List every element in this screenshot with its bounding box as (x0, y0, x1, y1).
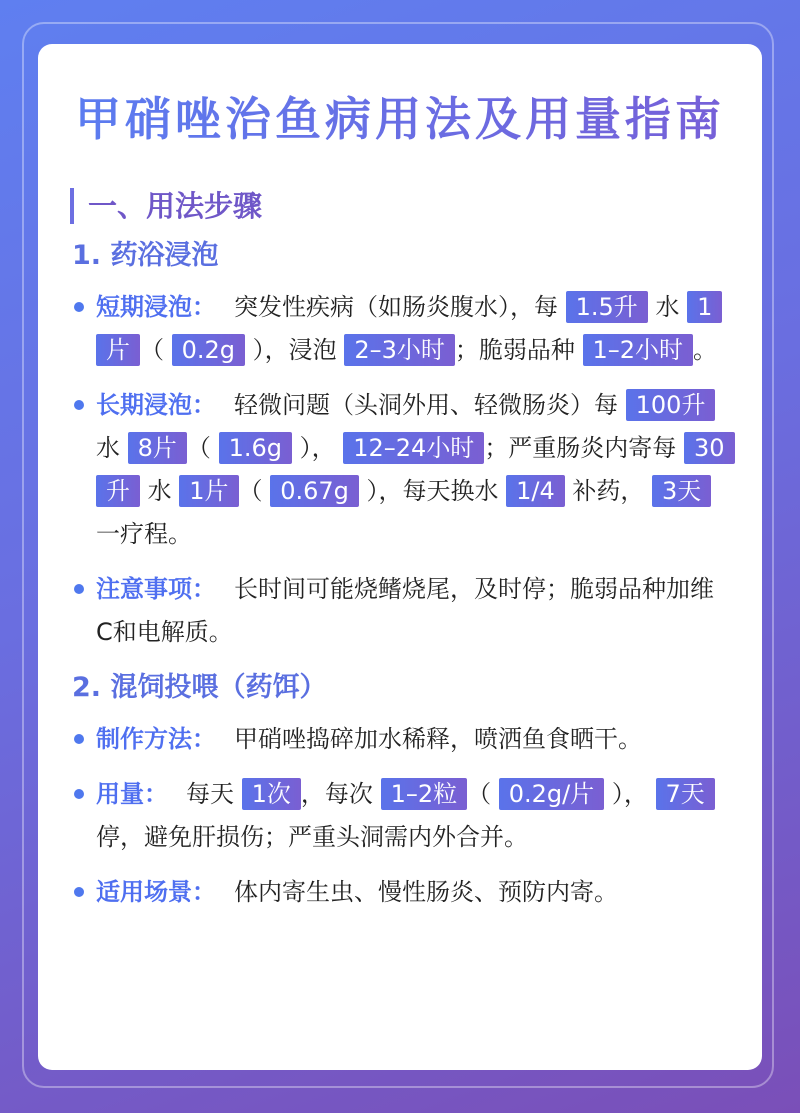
item-label: 制作方法： (96, 725, 216, 753)
highlight-value: 1.6g (219, 432, 292, 464)
text-segment: 。 (693, 336, 718, 364)
list-item-long-bath (72, 384, 728, 556)
highlight-value: 1片 (179, 475, 238, 507)
content-card (38, 44, 762, 1070)
text-segment: 轻微问题（头洞外用、轻微肠炎）每 (234, 391, 626, 419)
text-segment: （ (238, 477, 271, 505)
bullet-dot-icon (74, 302, 84, 312)
text-segment: 停，避免肝损伤；严重头洞需内外合并。 (96, 823, 528, 851)
text-segment: 长时间可能烧鳍烧尾，及时停；脆弱品种加维C和电解质。 (96, 575, 714, 646)
highlight-value: 1–2小时 (583, 334, 694, 366)
bullet-dot-icon (74, 584, 84, 594)
sub-heading-medicated-bath: 1. 药浴浸泡 (72, 240, 219, 271)
section-heading-usage-steps: 一、用法步骤 (70, 188, 728, 224)
text-segment: 突发性疾病（如肠炎腹水），每 (234, 293, 566, 321)
highlight-value: 7天 (656, 778, 715, 810)
list-item-precautions (72, 568, 728, 654)
text-segment: ）， (604, 780, 656, 808)
text-segment: ；脆弱品种 (454, 336, 583, 364)
page-title: 甲硝唑治鱼病用法及用量指南 (72, 84, 728, 154)
text-segment: （ (140, 336, 172, 364)
item-label: 注意事项： (96, 575, 216, 603)
item-content (234, 878, 618, 906)
highlight-value: 1/4 (506, 475, 565, 507)
list-item-applicable-cases (72, 871, 728, 914)
item-content (234, 725, 642, 753)
list-item-preparation (72, 718, 728, 761)
highlight-value: 1片 (96, 291, 722, 366)
highlight-value: 1次 (242, 778, 301, 810)
highlight-value: 0.2g (172, 334, 245, 366)
text-segment: 补药， (564, 477, 653, 505)
text-segment: 每天 (186, 780, 242, 808)
text-segment: ），浸泡 (245, 336, 345, 364)
text-segment: 水 (96, 434, 128, 462)
list-item-short-bath (72, 286, 728, 372)
highlight-value: 12–24小时 (343, 432, 484, 464)
bullet-dot-icon (74, 789, 84, 799)
text-segment: （ (467, 780, 499, 808)
text-segment: ，每次 (300, 780, 381, 808)
sub-heading-medicated-feed: 2. 混饲投喂（药饵） (72, 672, 327, 703)
highlight-value: 100升 (626, 389, 716, 421)
text-segment: 甲硝唑捣碎加水稀释，喷洒鱼食晒干。 (234, 725, 642, 753)
text-segment: 水 (647, 293, 688, 321)
highlight-value: 0.2g/片 (499, 778, 605, 810)
text-segment: 一疗程。 (96, 520, 192, 548)
item-label: 用量： (96, 780, 168, 808)
bullet-dot-icon (74, 734, 84, 744)
item-label: 适用场景： (96, 878, 216, 906)
highlight-value: 1–2粒 (381, 778, 468, 810)
list-item-dosage (72, 773, 728, 859)
text-segment: ），每天换水 (358, 477, 507, 505)
highlight-value: 3天 (652, 475, 711, 507)
text-segment: （ (186, 434, 219, 462)
text-segment: 水 (140, 477, 180, 505)
highlight-value: 2–3小时 (344, 334, 455, 366)
highlight-value: 0.67g (270, 475, 359, 507)
text-segment: ；严重肠炎内寄每 (484, 434, 684, 462)
bullet-dot-icon (74, 400, 84, 410)
item-content (96, 778, 715, 851)
text-segment: 体内寄生虫、慢性肠炎、预防内寄。 (234, 878, 618, 906)
highlight-value: 8片 (128, 432, 187, 464)
item-label: 短期浸泡： (96, 293, 216, 321)
highlight-value: 1.5升 (566, 291, 648, 323)
highlight-value: 30升 (96, 432, 735, 507)
item-label: 长期浸泡： (96, 391, 216, 419)
text-segment: ）， (291, 434, 344, 462)
bullet-dot-icon (74, 887, 84, 897)
